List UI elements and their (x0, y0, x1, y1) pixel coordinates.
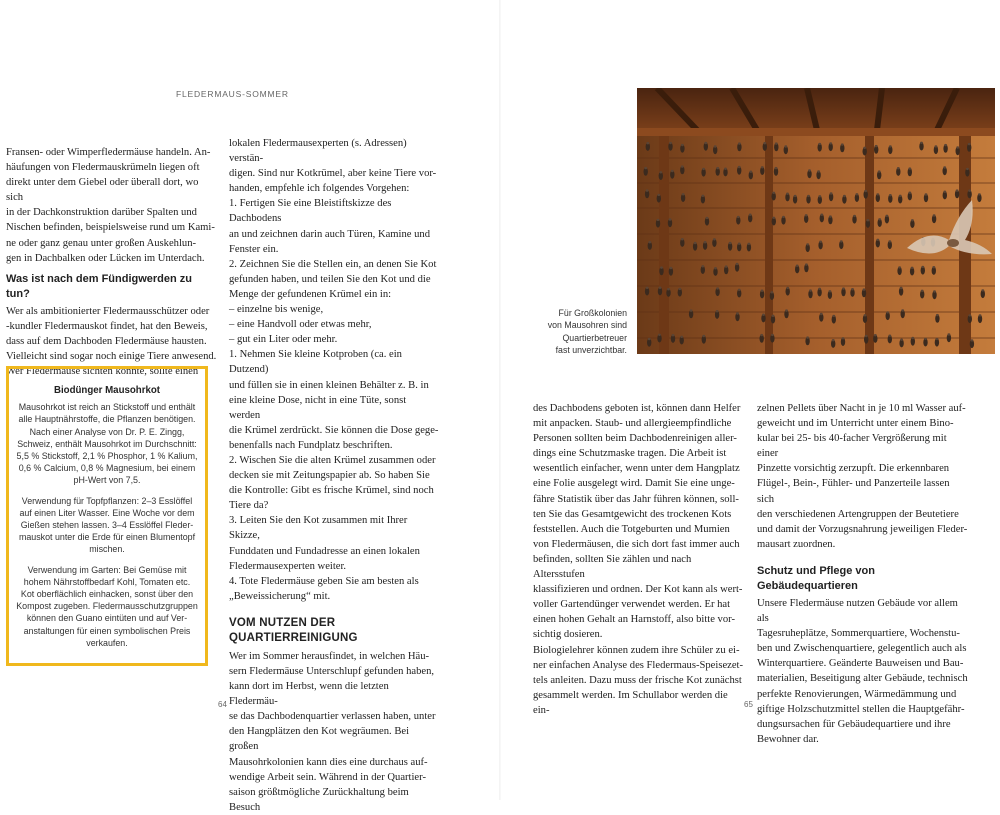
text-line: Fenster ein. (229, 243, 279, 255)
text-line: se das Dachbodenquartier verlassen haben, unter (229, 711, 436, 723)
text-line: Unsere Fledermäuse nutzen Gebäude vor allem als (757, 597, 958, 625)
text-line: eine kleine Dose, nicht in eine Tüte, sonst werden (229, 394, 407, 421)
heading-line: QUARTIERREINIGUNG (229, 631, 358, 644)
text-line: dungsursachen für Gebäudequartiere und ihre (757, 718, 951, 730)
text-line: Mausohrkolonien kann dies eine durchaus auf- (229, 756, 428, 768)
text-line: geweicht und im Unterricht unter einem Bino- (757, 418, 954, 430)
text-line: anstaltungen für einen symbolischen Preis (23, 625, 191, 636)
text-line: direkt unter dem Giebel oder überall dort, wo sich (6, 177, 199, 204)
paragraph (6, 145, 218, 266)
left-column-1 (6, 145, 218, 379)
text-line: Vielleicht sind sogar noch einige Tiere anwesend. (6, 351, 217, 363)
text-line: sichtig dosieren. (533, 629, 603, 641)
text-line: den verschiedenen Artengruppen der Beutetiere (757, 508, 959, 520)
text-line: Menge der gefundenen Krümel ein in: (229, 288, 392, 300)
text-line: 5,5 % Stickstoff, 2,1 % Phosphor, 1 % Kalium, (16, 451, 198, 462)
text-line: perfekte Renovierungen, Wärmedämmung und (757, 688, 957, 700)
text-line: mit anpacken. Staub- und allergieempfindliche (533, 418, 732, 430)
text-line: ten Sie das Gesamtgewicht des trockenen Kots (533, 508, 732, 520)
paragraph (229, 649, 439, 815)
text-line: den Hangplätzen den Kot wegräumen. Bei großen (229, 726, 410, 753)
text-line: können den Guano eintüten und auf Ver- (26, 613, 188, 624)
caption-line: Quartierbetreuer (562, 332, 627, 343)
text-line: Bewohner dar. (757, 733, 819, 745)
text-line: fähre Statistik über das Jahr führen können, soll- (533, 493, 739, 505)
info-box-paragraph (13, 401, 201, 486)
info-box-body (13, 401, 201, 649)
paragraph (757, 596, 969, 747)
text-line: gesammelt werden. Im Schullabor werden die ein- (533, 689, 728, 716)
text-line: an und zeichnen darin auch Türen, Kamine und (229, 228, 431, 240)
text-line: gefunden haben, und teilen Sie den Kot und die (229, 273, 431, 285)
section-heading: Was ist nach dem Fündigwerden zu tun? (6, 272, 193, 300)
text-line: Schweiz, enthält Mausohrkot im Durchschnitt: (17, 438, 197, 449)
page-number-right: 65 (744, 700, 753, 709)
bat-colony-photo (637, 88, 995, 354)
text-line: mischen. (89, 544, 125, 555)
text-line: digen. Sind nur Kotkrümel, aber keine Tiere vor- (229, 168, 437, 180)
text-line: ben und Zwischenquartiere, gelegentlich auch als (757, 643, 967, 655)
text-line: Pinzette vorsichtig zerzupft. Die erkennbaren (757, 463, 950, 475)
text-line: Winterquartiere. Geänderte Bauweisen und Bau- (757, 658, 964, 670)
info-box-paragraph (13, 495, 201, 556)
text-line: „Beweissicherung“ mit. (229, 590, 331, 602)
text-line: Wer als ambitionierter Fledermausschützer oder (6, 305, 210, 317)
text-line: – eine Handvoll oder etwas mehr, (229, 319, 372, 331)
text-line: 0,6 % Calcium, 0,8 % Magnesium, bei einem (18, 463, 196, 474)
text-line: die Kontrolle: Gibt es frische Krümel, sind noch (229, 485, 434, 497)
text-line: Tiere da? (229, 500, 269, 512)
text-line: kular bei 25- bis 40-facher Vergrößerung mit einer (757, 433, 947, 460)
text-line: mausart zuordnen. (757, 538, 836, 550)
text-line: tels anleiten. Dazu muss der frische Kot zunächst (533, 674, 742, 686)
text-line: Nach einer Analyse von Dr. P. E. Zingg, (29, 426, 185, 437)
text-line: Mausohrkot ist reich an Stickstoff und enthält (18, 402, 196, 413)
right-column-1 (533, 401, 745, 718)
text-line: die Krümel zerdrückt. Sie können die Dose gege- (229, 424, 439, 436)
text-line: gen in Dachbalken oder Lücken im Unterdach. (6, 252, 205, 264)
text-line: alle Hauptnährstoffe, die Pflanzen benötigen. (18, 414, 196, 425)
photo-caption (537, 307, 627, 356)
text-line: lokalen Fledermausexperten (s. Adressen) verstän- (229, 138, 407, 165)
text-line: hohem Nährstoffbedarf Kohl, Tomaten etc. (23, 576, 191, 587)
heading-line: VOM NUTZEN DER (229, 616, 336, 629)
section-heading (229, 616, 439, 646)
text-line: dings eine Schutzmaske tragen. Die Arbeit ist (533, 448, 727, 460)
text-line: einen hohen Gehalt an Harnstoff, also bitte vor- (533, 614, 735, 626)
text-line: Fransen- oder Wimperfledermäuse handeln. An- (6, 147, 211, 158)
text-line: Funddaten und Fundadresse an einen lokalen (229, 545, 420, 557)
text-line: Fledermausexperten weiter. (229, 560, 347, 572)
text-line: sern Fledermäuse Unterschlupf gefunden haben, (229, 666, 435, 677)
text-line: und damit der Vorzugsnahrung jeweiligen Fleder- (757, 523, 968, 535)
text-line: Wer im Sommer herausfindet, in welchen Häu- (229, 650, 430, 662)
text-line: Verwendung für Topfpflanzen: 2–3 Esslöffel (21, 495, 193, 506)
text-line: 2. Wischen Sie die alten Krümel zusammen oder (229, 454, 436, 466)
section-heading: Schutz und Pflege von Gebäudequartieren (757, 564, 875, 592)
text-line: pH-Wert von 7,5. (73, 475, 141, 486)
text-line: saison größtmögliche Zurückhaltung beim Besuch (229, 786, 409, 813)
text-line: Kot oberflächlich einhacken, sonst über den (20, 589, 194, 600)
text-line: Biologielehrer können zudem ihre Schüler zu ei- (533, 644, 740, 656)
text-line: Wer Fledermäuse sichten konnte, sollte einen (6, 366, 199, 378)
text-line: befinden, sollten Sie zählen und nach Altersstufen (533, 553, 692, 581)
text-line: Nischen befinden, beispielsweise rund um Kami- (6, 222, 215, 234)
text-line: benenfalls nach Fundplatz beschriften. (229, 439, 393, 451)
info-box-paragraph (13, 564, 201, 649)
text-line: feststellen. Auch die Totgeburten und Mumien (533, 523, 730, 535)
text-line: -kundler Fledermauskot findet, hat den Beweis, (6, 320, 208, 332)
text-line: giftige Holzschutzmittel stellen die Hauptgefähr- (757, 703, 965, 715)
right-column-2 (757, 401, 969, 747)
text-line: in der Dachkonstruktion darüber Spalten und (6, 207, 197, 219)
text-line: decken sie mit Zeitungspapier ab. So haben Sie (229, 470, 430, 482)
text-line: mauskot unter die Erde für einen Blumentopf (18, 532, 196, 543)
text-line: ne oder ganz genau unter großen Auskehlun- (6, 237, 197, 249)
caption-line: Für Großkolonien (558, 308, 627, 318)
text-line: 1. Fertigen Sie eine Bleistiftskizze des Dachbodens (229, 198, 392, 225)
text-line: des Dachbodens geboten ist, können dann Helfer (533, 403, 741, 414)
text-line: 3. Leiten Sie den Kot zusammen mit Ihrer Skizze, (229, 515, 408, 542)
text-line: Flügel-, Bein-, Fühler- und Panzerteile lassen sich (757, 478, 950, 505)
text-line: handen, empfehle ich folgendes Vorgehen: (229, 183, 410, 195)
page-number-left: 64 (218, 700, 227, 709)
text-line: verkaufen. (86, 637, 128, 648)
text-line: Gießen stehen lassen. 3–4 Esslöffel Fleder- (20, 520, 194, 531)
text-line: – gut ein Liter oder mehr. (229, 334, 338, 346)
text-line: Personen sollten beim Dachbodenreinigen aller- (533, 433, 737, 445)
text-line: häufungen von Fledermauskrümeln liegen oft (6, 162, 200, 174)
text-line: von Fledermäusen, die sich dort fast immer auch (533, 538, 740, 550)
paragraph (533, 401, 745, 718)
text-line: eine Folie ausgelegt wird. Damit Sie eine unge- (533, 478, 735, 490)
bat-colony-illustration (637, 88, 995, 354)
text-line: wesentlich einfacher, wenn unter dem Hangplatz (533, 463, 740, 475)
paragraph (757, 401, 969, 552)
text-line: materialien, Beseitigung alter Gebäude, technisch (757, 673, 968, 685)
text-line: Verwendung im Garten: Bei Gemüse mit (27, 564, 187, 575)
running-head: FLEDERMAUS-SOMMER (176, 89, 289, 99)
text-line: zelnen Pellets über Nacht in je 10 ml Wasser auf- (757, 403, 966, 414)
text-line: dass auf dem Dachboden Fledermäuse hausten. (6, 335, 207, 347)
text-line: 1. Nehmen Sie kleine Kotproben (ca. ein Dutzend) (229, 349, 402, 376)
text-line: Tagesruheplätze, Sommerquartiere, Wochenstu- (757, 628, 960, 640)
text-line: kann dort im Herbst, wenn die letzten Fledermäu- (229, 681, 389, 708)
text-line: Kompost zugeben. Fledermausschutzgruppen (16, 601, 198, 612)
text-line: und füllen sie in einen kleinen Behälter z. B. in (229, 379, 429, 391)
left-column-2 (229, 136, 439, 815)
text-line: – einzelne bis wenige, (229, 304, 324, 316)
paragraph (229, 136, 439, 604)
text-line: ner einfachen Analyse des Fledermaus-Speisezet- (533, 659, 744, 671)
text-line: voller Gartendünger verwendet werden. Er hat (533, 599, 731, 611)
text-line: 2. Zeichnen Sie die Stellen ein, an denen Sie Kot (229, 258, 437, 270)
text-line: klassifizieren und ordnen. Der Kot kann als wert- (533, 584, 743, 596)
info-box-biodunger (6, 366, 208, 666)
text-line: auf einen Liter Wasser. Eine Woche vor dem (19, 507, 195, 518)
text-line: 4. Tote Fledermäuse geben Sie am besten als (229, 575, 419, 587)
info-box-title: Biodünger Mausohrkot (53, 385, 161, 396)
caption-line: von Mausohren sind (547, 320, 627, 331)
book-gutter (499, 0, 501, 800)
caption-line: fast unverzichtbar. (555, 344, 627, 355)
text-line: wendige Arbeit sein. Während in der Quartier- (229, 771, 426, 783)
